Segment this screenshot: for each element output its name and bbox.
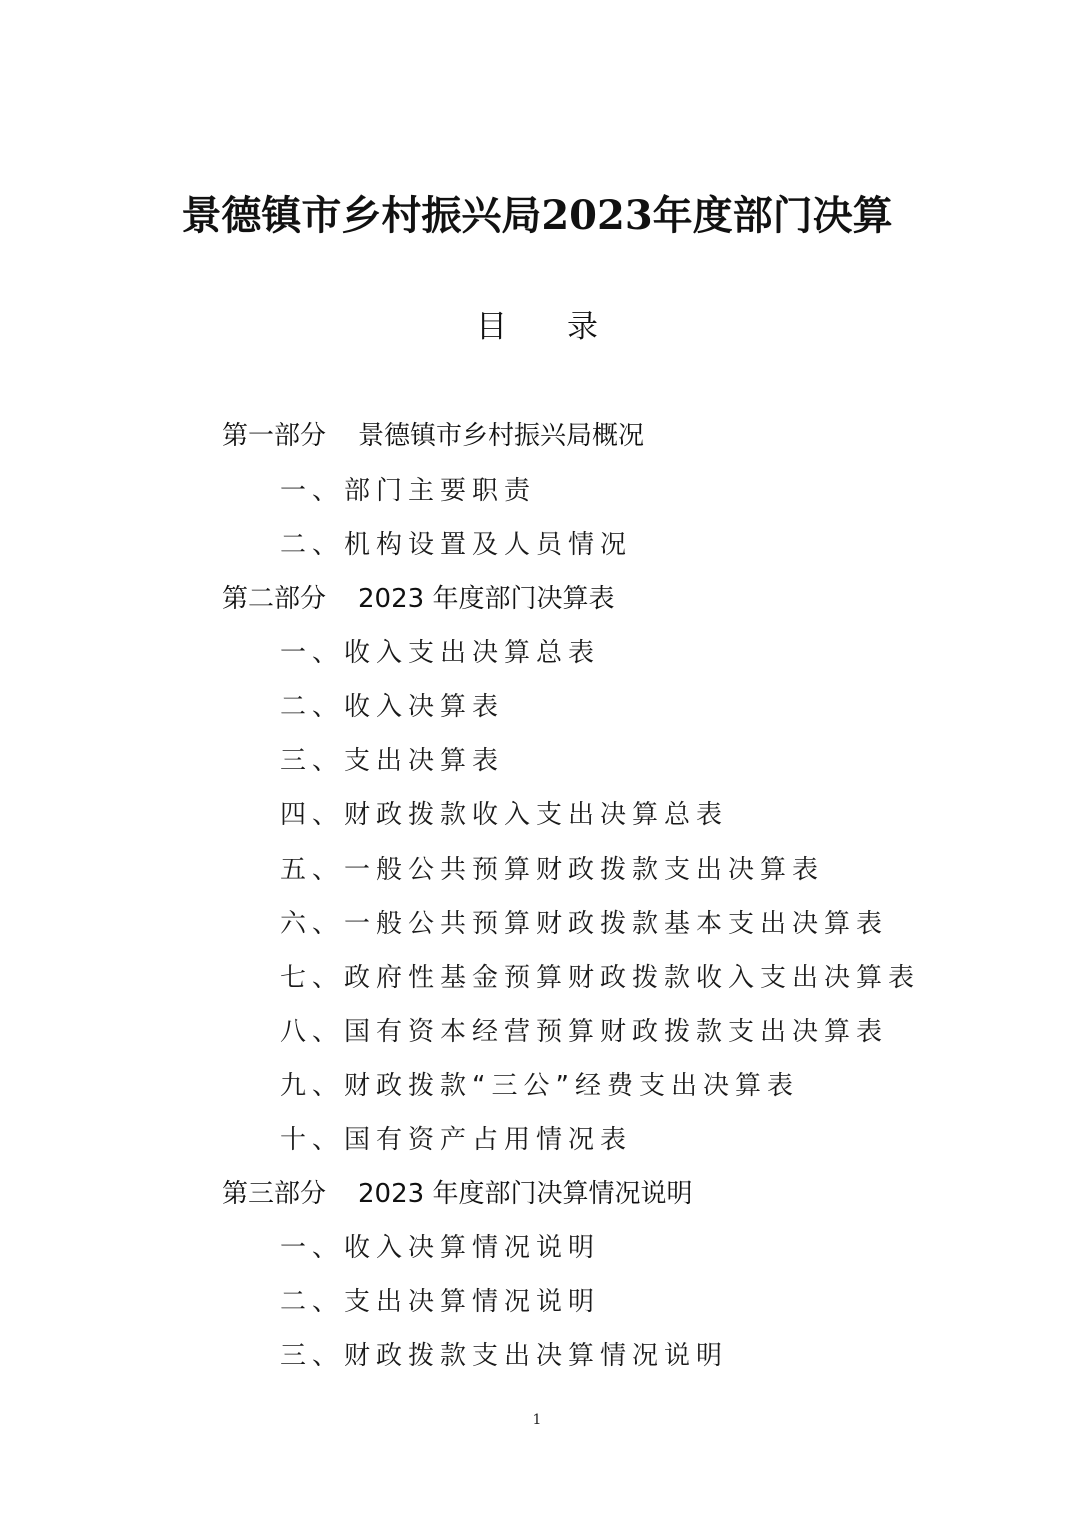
toc-part-number: 第三部分: [222, 1179, 327, 1209]
toc-item[interactable]: 三、支出决算表: [280, 746, 505, 776]
toc-item[interactable]: 九、财政拨款“三公”经费支出决算表: [280, 1071, 799, 1101]
toc-heading-right: 录: [567, 309, 598, 345]
document-title: 景德镇市乡村振兴局2023年度部门决算: [181, 192, 893, 239]
toc-item[interactable]: 二、支出决算情况说明: [280, 1287, 601, 1317]
toc-item[interactable]: 二、收入决算表: [280, 692, 505, 722]
toc-item[interactable]: 七、政府性基金预算财政拨款收入支出决算表: [280, 963, 921, 993]
toc-item[interactable]: 二、机构设置及人员情况: [280, 530, 633, 560]
toc-item[interactable]: 五、一般公共预算财政拨款支出决算表: [280, 855, 825, 885]
toc-part-title: 景德镇市乡村振兴局概况: [358, 421, 645, 451]
toc-part-title: 2023 年度部门决算表: [358, 584, 615, 614]
toc-part-2[interactable]: [222, 579, 614, 619]
page-number: 1: [532, 1412, 542, 1428]
toc-part-number: 第一部分: [222, 421, 327, 451]
toc-part-3[interactable]: [222, 1174, 692, 1214]
toc-part-1[interactable]: [222, 416, 644, 456]
toc-item[interactable]: 一、部门主要职责: [280, 476, 537, 506]
toc-item[interactable]: 六、一般公共预算财政拨款基本支出决算表: [280, 909, 889, 939]
toc-part-number: 第二部分: [222, 584, 327, 614]
toc-item[interactable]: 四、财政拨款收入支出决算总表: [280, 800, 729, 830]
toc-item[interactable]: 一、收入决算情况说明: [280, 1233, 601, 1263]
toc-item[interactable]: 一、收入支出决算总表: [280, 638, 601, 668]
toc-heading-left: 目: [476, 309, 507, 345]
toc-item[interactable]: 十、国有资产占用情况表: [280, 1125, 633, 1155]
toc-part-title: 2023 年度部门决算情况说明: [358, 1179, 693, 1209]
toc-item[interactable]: 三、财政拨款支出决算情况说明: [280, 1341, 729, 1371]
toc-item[interactable]: 八、国有资本经营预算财政拨款支出决算表: [280, 1017, 889, 1047]
